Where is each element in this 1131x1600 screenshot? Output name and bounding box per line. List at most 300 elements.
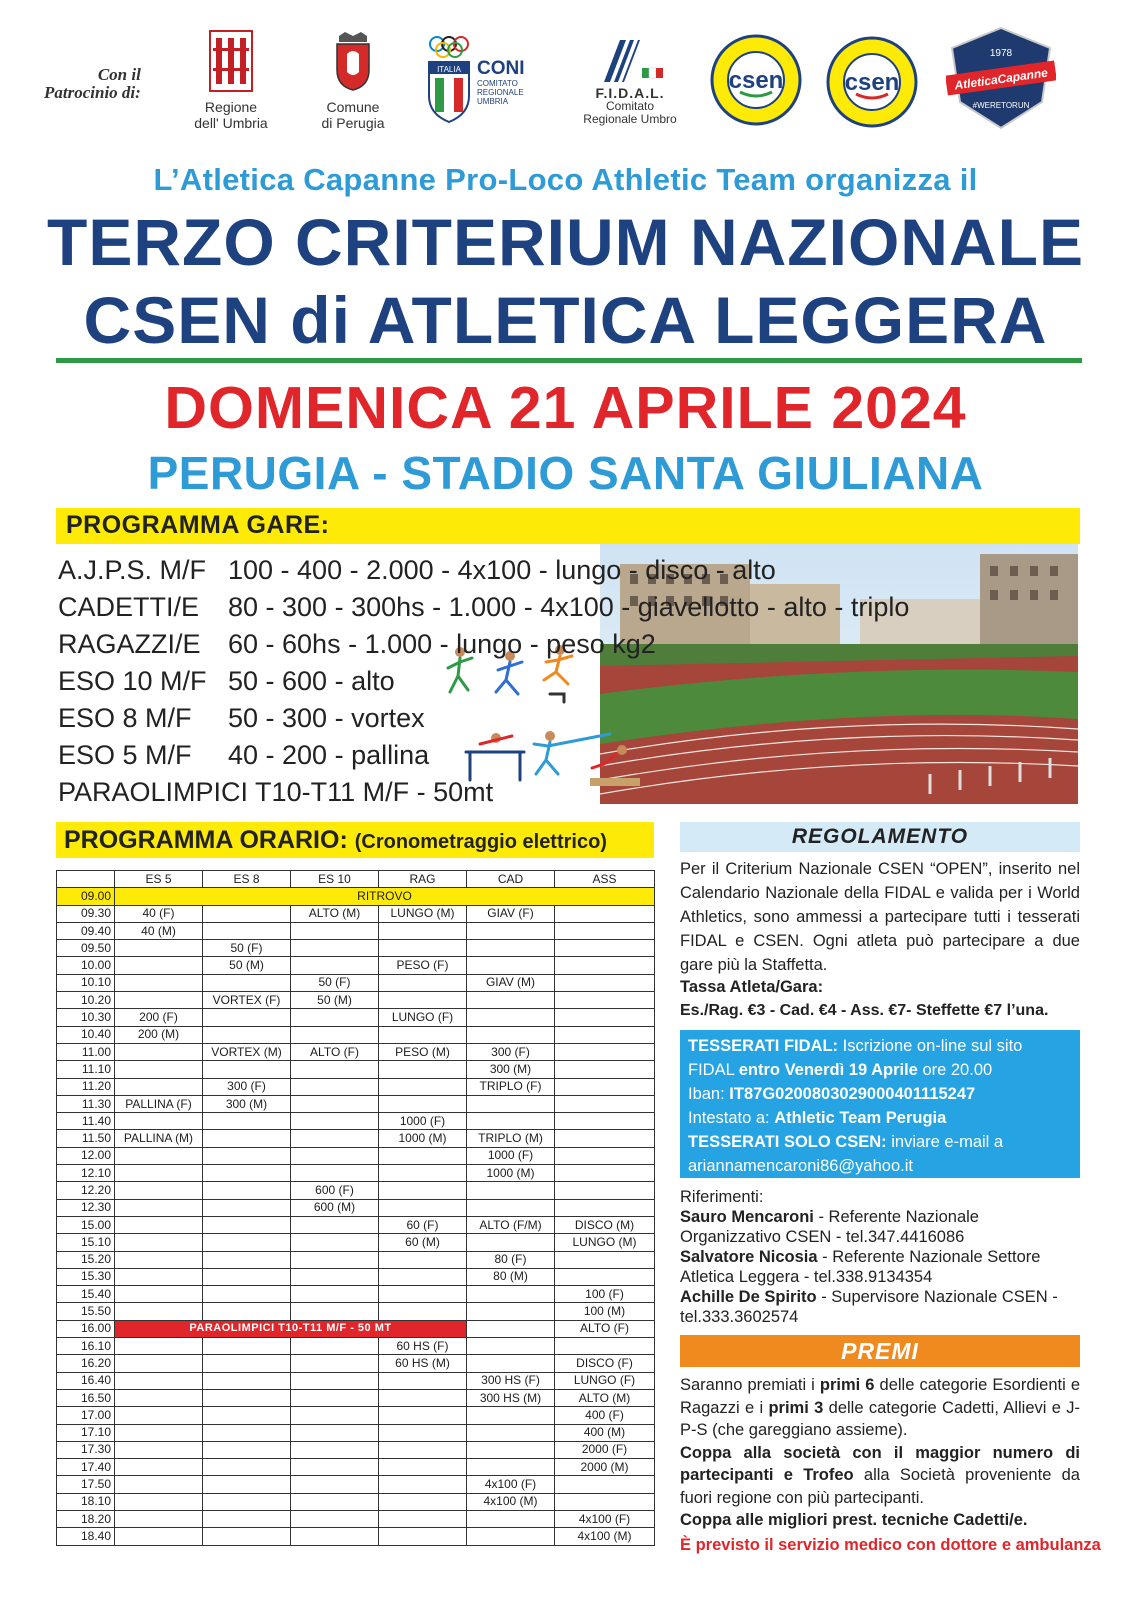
reference-person [680,1207,1080,1247]
table-cell [467,1338,555,1355]
fidal-sub-1: Comitato [605,99,655,113]
table-cell [379,1251,467,1268]
reference-name: Salvatore Nicosia [680,1248,818,1266]
column-header [57,871,115,888]
table-cell [203,1251,291,1268]
row-time: 11.50 [57,1130,115,1147]
table-cell [467,1303,555,1320]
row-time: 16.40 [57,1372,115,1389]
table-cell [379,1268,467,1285]
contact-email[interactable]: ariannamencaroni86@yahoo.it [688,1157,913,1175]
row-time: 15.50 [57,1303,115,1320]
coni-tag: ITALIA [437,65,461,74]
table-cell [555,957,655,974]
table-cell: 400 (M) [555,1424,655,1441]
fidal-deadline: entro Venerdì 19 Aprile [738,1061,918,1079]
row-time: 10.30 [57,1009,115,1026]
table-cell [203,1061,291,1078]
table-cell [555,974,655,991]
table-row [57,1407,655,1424]
table-cell [203,1009,291,1026]
umbria-caption-1: Regione [204,99,258,115]
table-cell: 400 (F) [555,1407,655,1424]
premi-text-part: Saranno premiati i [680,1376,820,1394]
table-cell [203,1234,291,1251]
table-cell [291,1424,379,1441]
coni-sub-1: COMITATO [477,79,518,88]
table-cell [467,1355,555,1372]
table-row [57,1303,655,1320]
table-cell [555,1061,655,1078]
schedule-body [57,888,655,1545]
row-time: 17.40 [57,1459,115,1476]
event-category: CADETTI/E [58,592,200,622]
table-cell [555,1251,655,1268]
table-cell [379,1303,467,1320]
table-cell: 4x100 (M) [555,1528,655,1545]
table-cell [379,1078,467,1095]
table-cell [115,1043,203,1060]
riferimenti-heading: Riferimenti: [680,1188,764,1206]
table-cell [555,1078,655,1095]
table-cell: 2000 (M) [555,1459,655,1476]
iban-value: IT87G0200803029000401115247 [729,1085,976,1103]
table-cell [115,1424,203,1441]
table-cell: 1000 (M) [379,1130,467,1147]
table-cell [379,1389,467,1406]
premi-text [680,1374,1080,1532]
table-row [57,1026,655,1043]
row-time: 16.10 [57,1338,115,1355]
table-row [57,1372,655,1389]
premi-bold-part: primi 3 [768,1398,824,1417]
table-cell: 50 (F) [203,940,291,957]
table-cell [291,1234,379,1251]
table-cell [467,1234,555,1251]
column-header: ES 8 [203,871,291,888]
column-header: ES 5 [115,871,203,888]
reference-person [680,1287,1080,1327]
table-cell [115,1459,203,1476]
capanne-shield-icon [946,26,1056,130]
table-cell [115,1372,203,1389]
table-cell: LUNGO (M) [555,1234,655,1251]
row-time: 10.40 [57,1026,115,1043]
table-cell [291,1441,379,1458]
table-cell [203,1165,291,1182]
medical-service-note: È previsto il servizio medico con dottore e ambulanza [680,1536,1101,1554]
row-time: 16.00 [57,1320,115,1337]
table-cell: LUNGO (F) [555,1372,655,1389]
table-cell: PALLINA (F) [115,1095,203,1112]
table-cell: 600 (F) [291,1182,379,1199]
table-cell [291,1130,379,1147]
event-races: 50 - 600 - alto [228,666,395,696]
table-row [57,1113,655,1130]
table-cell [467,1459,555,1476]
table-cell [115,940,203,957]
fidal-time: ore 20.00 [917,1061,993,1079]
title-line-2: CSEN di ATLETICA LEGGERA [83,283,1048,357]
row-time: 09.30 [57,905,115,922]
riferimenti-section [680,1187,1080,1327]
table-cell [203,1182,291,1199]
table-cell [115,1268,203,1285]
fidal-label: TESSERATI FIDAL: [688,1037,839,1055]
table-cell [203,1199,291,1216]
table-cell: 40 (M) [115,922,203,939]
premi-text-part: alla Società proveniente da fuori regione con più partecipanti. [680,1466,1080,1507]
csen-word-1: csen [728,67,784,94]
table-cell [379,1372,467,1389]
table-cell [203,974,291,991]
table-cell [115,1251,203,1268]
table-cell [291,1407,379,1424]
table-cell: 100 (F) [555,1286,655,1303]
table-row [57,1147,655,1164]
table-cell [379,1199,467,1216]
table-row [57,1009,655,1026]
table-cell: 80 (M) [467,1268,555,1285]
premi-text-part: delle categorie Cadetti, Allievi e J-P-S (che gareggiano assieme). [680,1398,1080,1439]
row-time: 11.10 [57,1061,115,1078]
table-cell [291,1216,379,1233]
table-cell [203,1338,291,1355]
table-cell: 300 (F) [467,1043,555,1060]
reference-person [680,1247,1080,1287]
table-cell [115,1441,203,1458]
coni-emblem-icon [427,34,547,126]
event-row-paraolimpici [58,777,938,814]
event-row [58,666,938,703]
table-cell [379,1061,467,1078]
row-time: 15.30 [57,1268,115,1285]
table-cell [379,1182,467,1199]
table-cell [467,1424,555,1441]
table-cell [555,922,655,939]
row-time: 15.10 [57,1234,115,1251]
table-cell [115,1199,203,1216]
csen-only-label: TESSERATI SOLO CSEN: [688,1133,887,1151]
table-cell [291,1459,379,1476]
table-row [57,1182,655,1199]
table-cell [291,957,379,974]
table-cell: 300 HS (F) [467,1372,555,1389]
row-time: 12.30 [57,1199,115,1216]
table-cell [555,1026,655,1043]
capanne-tag: #WERETORUN [972,101,1030,110]
iban-label: Iban: [688,1085,730,1103]
table-row [57,1459,655,1476]
table-cell [115,1286,203,1303]
table-cell: 1000 (M) [467,1165,555,1182]
table-cell: GIAV (F) [467,905,555,922]
table-cell [115,992,203,1009]
row-time: 17.00 [57,1407,115,1424]
table-cell [379,1286,467,1303]
table-cell [467,940,555,957]
table-cell [379,992,467,1009]
table-row [57,1165,655,1182]
patrocinio-line1: Con il [97,65,141,84]
capanne-name: AtleticaCapanne [953,65,1049,93]
table-row [57,1338,655,1355]
event-category: ESO 8 M/F [58,703,192,733]
regione-umbria-logo [186,30,276,131]
table-cell [467,1286,555,1303]
table-cell [291,940,379,957]
premi-paragraph-3 [680,1509,1080,1532]
table-cell [115,1078,203,1095]
table-cell [467,1528,555,1545]
title-line-1: TERZO CRITERIUM NAZIONALE [47,205,1084,279]
table-cell [203,1303,291,1320]
table-cell: 2000 (F) [555,1441,655,1458]
table-row [57,1441,655,1458]
table-cell [203,1147,291,1164]
table-row [57,1251,655,1268]
table-cell: 50 (F) [291,974,379,991]
table-row-paraolimpici [57,1320,655,1337]
table-row-ritrovo [57,888,655,905]
table-cell: 300 (M) [467,1061,555,1078]
table-row [57,1268,655,1285]
coni-name: CONI [477,58,525,79]
paraolimpici-label: PARAOLIMPICI T10-T11 M/F - 50 MT [115,1320,467,1337]
table-cell [555,1113,655,1130]
row-time: 11.40 [57,1113,115,1130]
table-cell [467,1026,555,1043]
table-cell [291,1078,379,1095]
table-cell [203,1372,291,1389]
table-row [57,1389,655,1406]
table-cell: ALTO (F) [555,1320,655,1337]
table-row [57,1476,655,1493]
fidal-sub-2: Regionale Umbro [583,112,677,126]
table-cell [555,1338,655,1355]
csen-only-text: inviare e-mail a [886,1133,1004,1151]
perugia-crest-icon [331,30,375,92]
table-row [57,905,655,922]
row-time: 18.40 [57,1528,115,1545]
row-time: 15.00 [57,1216,115,1233]
schedule-header-row [57,871,655,888]
row-time: 10.10 [57,974,115,991]
row-time: 15.40 [57,1286,115,1303]
event-para-races: PARAOLIMPICI T10-T11 M/F - 50mt [58,777,494,807]
programma-gare-heading: PROGRAMMA GARE: [56,508,1080,544]
event-row [58,703,938,740]
ritrovo-label: RITROVO [115,888,655,905]
table-cell: 50 (M) [291,992,379,1009]
sponsor-bar [0,22,1131,142]
fidal-text: Iscrizione on-line sul sito FIDAL [688,1037,1023,1079]
table-cell [379,974,467,991]
table-cell [203,1476,291,1493]
table-cell [203,1355,291,1372]
premi-bold-part: Coppa alla società con il maggior numero di partecipanti e Trofeo [680,1443,1080,1484]
reference-name: Sauro Mencaroni [680,1208,814,1226]
organizer-line: L’Atletica Capanne Pro-Loco Athletic Team organizza il [153,162,978,197]
table-cell [291,1147,379,1164]
table-cell [555,1493,655,1510]
event-races: 100 - 400 - 2.000 - 4x100 - lungo - disco - alto [228,555,776,585]
row-time: 18.10 [57,1493,115,1510]
table-cell: VORTEX (F) [203,992,291,1009]
row-time: 10.20 [57,992,115,1009]
table-cell [467,1510,555,1527]
table-cell [291,1510,379,1527]
event-row [58,592,938,629]
umbria-crest-icon [209,30,253,92]
orario-subheading: (Cronometraggio elettrico) [354,831,607,853]
premi-paragraph-2 [680,1442,1080,1510]
row-time: 17.30 [57,1441,115,1458]
column-header: ASS [555,871,655,888]
event-row [58,555,938,592]
csen-logo-2 [820,28,924,131]
table-cell: 100 (M) [555,1303,655,1320]
row-time: 15.20 [57,1251,115,1268]
green-divider [56,358,1082,363]
table-row [57,1130,655,1147]
event-row [58,629,938,666]
event-category: ESO 10 M/F [58,666,207,696]
table-cell: 200 (F) [115,1009,203,1026]
table-cell [555,1165,655,1182]
table-cell: GIAV (M) [467,974,555,991]
table-cell [379,1493,467,1510]
row-time: 09.40 [57,922,115,939]
table-cell: 300 HS (M) [467,1389,555,1406]
column-header: RAG [379,871,467,888]
event-category: A.J.P.S. M/F [58,555,207,585]
table-cell [115,1528,203,1545]
row-time: 18.20 [57,1510,115,1527]
table-cell [555,1130,655,1147]
table-cell [291,1286,379,1303]
umbria-caption-2: dell' Umbria [194,115,268,131]
table-cell [555,1268,655,1285]
table-cell [467,957,555,974]
table-cell [115,1338,203,1355]
table-cell [291,1165,379,1182]
table-row [57,922,655,939]
event-races: 80 - 300 - 300hs - 1.000 - 4x100 - giavellotto - alto - triplo [228,592,910,622]
table-cell [203,1113,291,1130]
comune-perugia-logo [308,30,398,131]
table-cell [203,1130,291,1147]
table-cell [467,1199,555,1216]
table-cell: ALTO (F) [291,1043,379,1060]
capanne-year: 1978 [989,48,1013,59]
table-cell [115,1061,203,1078]
table-row [57,940,655,957]
table-cell [555,992,655,1009]
csen-word-2: csen [844,69,900,96]
event-row [58,740,938,777]
table-cell [291,1389,379,1406]
table-row [57,1528,655,1545]
table-row [57,1286,655,1303]
table-cell: 4x100 (M) [467,1493,555,1510]
table-cell [203,1216,291,1233]
table-cell: TRIPLO (M) [467,1130,555,1147]
table-cell [379,1424,467,1441]
table-cell [291,1338,379,1355]
table-cell: DISCO (F) [555,1355,655,1372]
table-cell [291,1493,379,1510]
table-cell [115,1389,203,1406]
table-cell [467,1009,555,1026]
table-cell: 4x100 (F) [555,1510,655,1527]
table-cell [203,1441,291,1458]
table-cell [467,1441,555,1458]
table-cell [115,957,203,974]
intestato-value: Athletic Team Perugia [774,1109,947,1127]
table-cell: ALTO (M) [291,905,379,922]
table-cell [203,1286,291,1303]
patrocinio-label [44,66,141,102]
table-cell: LUNGO (F) [379,1009,467,1026]
schedule-table [56,870,655,1546]
table-row [57,1061,655,1078]
table-cell [291,1251,379,1268]
table-cell [203,1493,291,1510]
table-cell [115,1216,203,1233]
premi-bold-part: primi 6 [819,1376,875,1394]
row-time: 16.50 [57,1389,115,1406]
table-cell [379,1026,467,1043]
table-cell [467,1320,555,1337]
table-cell [379,922,467,939]
table-cell [467,1182,555,1199]
table-cell: ALTO (M) [555,1389,655,1406]
perugia-caption-1: Comune [326,99,380,115]
table-cell [291,1026,379,1043]
table-cell [203,1026,291,1043]
table-cell [203,1268,291,1285]
table-cell [379,1407,467,1424]
table-cell [555,1182,655,1199]
regolamento-text: Per il Criterium Nazionale CSEN “OPEN”, inserito nel Calendario Nazionale della FIDAL e valida per i World Athletics, sono ammessi a partecipare tutti i tesserati FIDAL e CSEN. Ogni atleta può partecipare a due gare più la Staffetta. [680,860,1080,974]
table-cell [115,1407,203,1424]
table-cell [115,1493,203,1510]
table-cell: 80 (F) [467,1251,555,1268]
event-races: 50 - 300 - vortex [228,703,425,733]
table-row [57,1078,655,1095]
table-cell: 300 (F) [203,1078,291,1095]
row-time: 11.00 [57,1043,115,1060]
table-cell: 60 HS (F) [379,1338,467,1355]
table-row [57,992,655,1009]
table-cell [203,1528,291,1545]
table-row [57,1510,655,1527]
table-cell [467,1407,555,1424]
event-category: ESO 5 M/F [58,740,192,770]
row-time: 09.00 [57,888,115,905]
reference-role: - Referente Nazionale Settore Atletica Leggera - tel.338.9134354 [680,1248,1041,1286]
table-cell [555,1043,655,1060]
table-cell: 1000 (F) [379,1113,467,1130]
column-header: ES 10 [291,871,379,888]
table-cell [203,1389,291,1406]
table-cell [291,1476,379,1493]
atletica-capanne-logo [946,26,1056,133]
orario-heading-label: PROGRAMMA ORARIO: [64,826,348,854]
table-cell [115,1165,203,1182]
table-cell [379,1459,467,1476]
